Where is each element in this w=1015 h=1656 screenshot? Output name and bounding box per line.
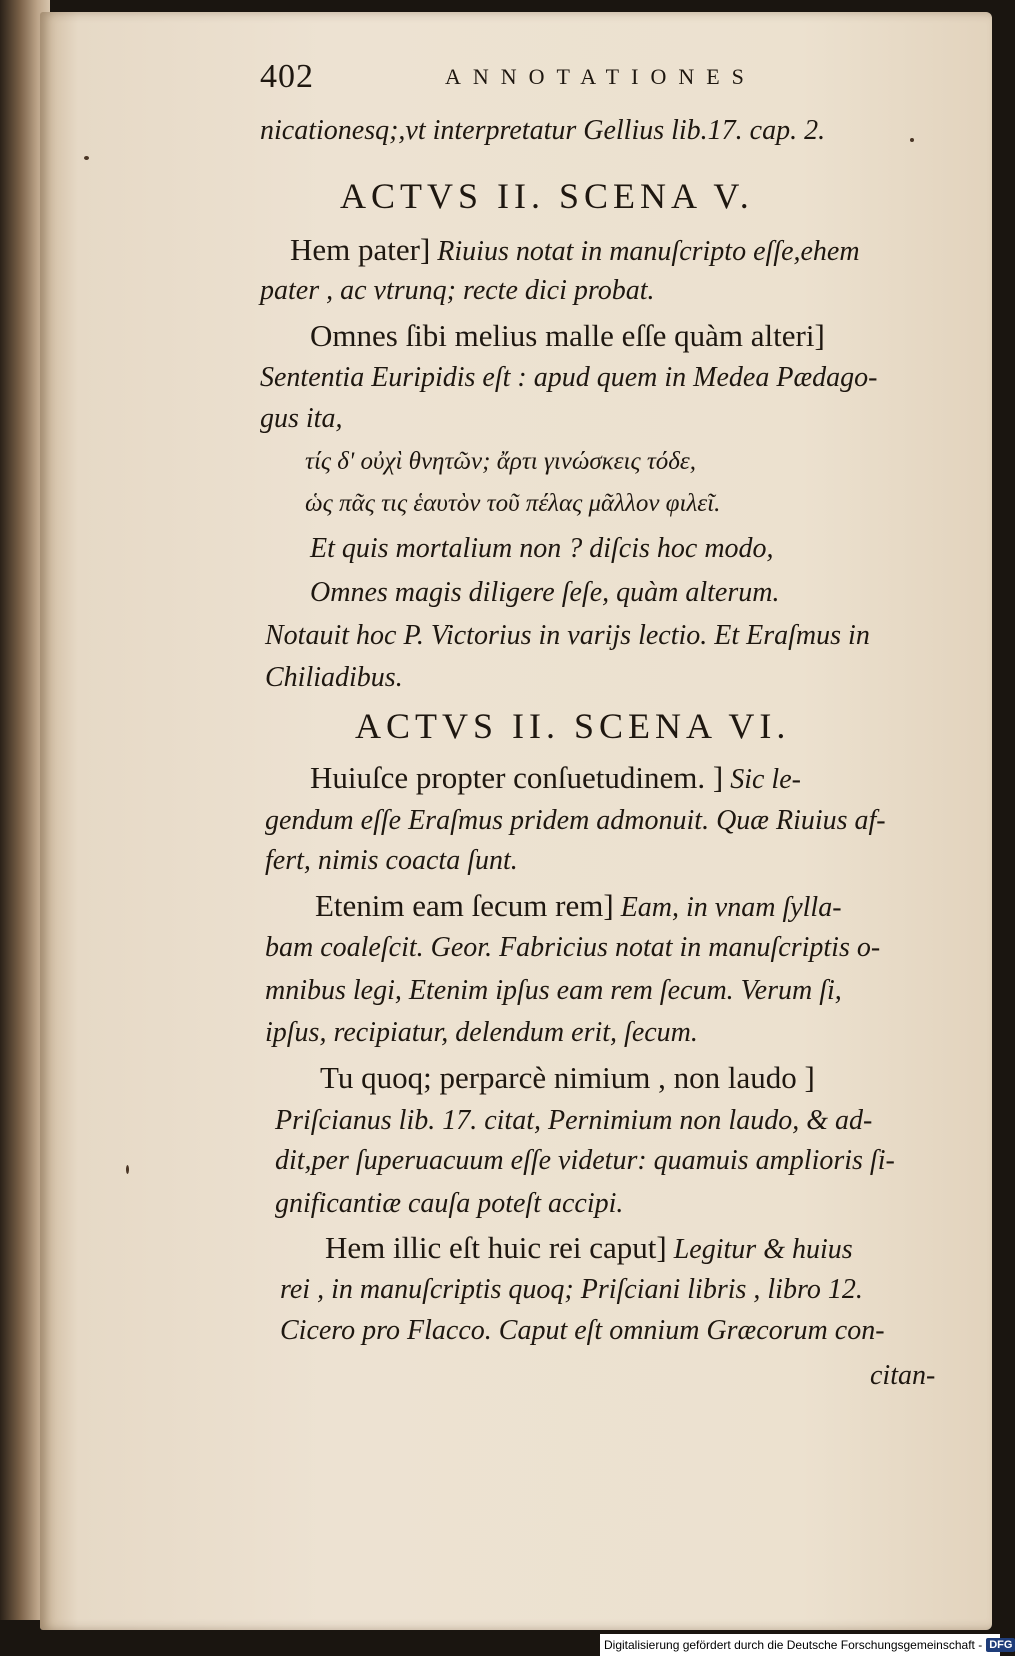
commentary-text: gus ita, [260, 403, 343, 434]
scene-heading: ACTVS II. SCENA VI. [355, 706, 791, 746]
text-line [275, 1145, 895, 1177]
text-line [280, 1274, 863, 1306]
text-line [260, 115, 825, 147]
commentary-text: bam coaleſcit. Geor. Fabricius notat in manuſcriptis o- [265, 932, 881, 963]
commentary-text: Chiliadibus. [265, 662, 403, 693]
text-line [310, 577, 779, 609]
commentary-text: Notauit hoc P. Victorius in varijs lectio. Et Eraſmus in [265, 620, 870, 651]
text-line [310, 318, 825, 354]
commentary-text: Eam, in vnam ſylla- [613, 892, 842, 923]
text-line [320, 1060, 815, 1096]
greek-verse: τίς δ' οὐχὶ θνητῶν; ἄρτι γινώσκεις τόδε, [305, 448, 697, 475]
text-line [275, 1188, 623, 1220]
lemma: Hem illic eſt huic rei caput] [325, 1230, 667, 1265]
commentary-text: Omnes magis diligere ſeſe, quàm alterum. [310, 577, 780, 608]
commentary-text: rei , in manuſcriptis quoq; Priſciani libris , libro 12. [280, 1274, 863, 1305]
text-line [870, 1360, 935, 1392]
text-line [265, 975, 842, 1007]
text-line [265, 620, 870, 652]
text-line [265, 662, 403, 694]
text-line [290, 232, 860, 268]
commentary-text: gnificantiæ cauſa poteſt accipi. [275, 1188, 624, 1219]
commentary-text: Sic le- [723, 764, 801, 795]
commentary-text: citan- [870, 1360, 936, 1391]
text-line [305, 490, 720, 518]
text-line [260, 362, 877, 394]
running-head-title: ANNOTATIONES [445, 64, 756, 89]
text-line [280, 1315, 885, 1347]
commentary-text: ipſus, recipiatur, delendum erit, ſecum. [265, 1017, 698, 1048]
paper-speck [84, 156, 89, 160]
digitization-footer [600, 1634, 1013, 1656]
paper-speck [910, 138, 914, 142]
commentary-text: pater , ac vtrunq; recte dici probat. [260, 275, 655, 306]
text-line [265, 805, 886, 837]
commentary-text: Legitur & huius [666, 1234, 853, 1265]
scene-heading: ACTVS II. SCENA V. [340, 176, 754, 216]
text-line [325, 1230, 853, 1266]
text-line [265, 1017, 698, 1049]
text-line [315, 888, 842, 924]
commentary-text: dit,per ſuperuacuum eſſe videtur: quamuis amplioris ſi- [275, 1145, 895, 1176]
commentary-text: Et quis mortalium non ? diſcis hoc modo, [310, 533, 774, 564]
text-line [260, 275, 655, 307]
paper-speck [126, 1165, 129, 1174]
text-line [265, 932, 880, 964]
text-line [305, 448, 696, 476]
commentary-text: Sententia Euripidis eſt : apud quem in Medea Pædago- [260, 362, 878, 393]
lemma: Omnes ſibi melius malle eſſe quàm alteri] [310, 318, 825, 353]
lemma: Etenim eam ſecum rem] [315, 888, 614, 923]
dfg-logo-icon: DFG [986, 1638, 1015, 1652]
greek-verse: ὡς πᾶς τις ἑαυτὸν τοῦ πέλας μᾶλλον φιλεῖ. [305, 490, 721, 517]
lemma: Hem pater] [290, 232, 431, 267]
text-line [260, 403, 342, 435]
commentary-text: mnibus legi, Etenim ipſus eam rem ſecum. Verum ſi, [265, 975, 842, 1006]
text-line [265, 845, 518, 877]
text-line [310, 760, 801, 796]
commentary-text: Riuius notat in manuſcripto eſſe,ehem [430, 236, 860, 267]
page-number: 402 [260, 58, 314, 95]
commentary-text: nicationesq;,vt interpretatur Gellius lib.17. cap. 2. [260, 115, 826, 146]
commentary-text: gendum eſſe Eraſmus pridem admonuit. Quæ Riuius af- [265, 805, 886, 836]
footer-credit: Digitalisierung gefördert durch die Deutsche Forschungsgemeinschaft - [604, 1638, 983, 1652]
commentary-text: Priſcianus lib. 17. citat, Pernimium non laudo, & ad- [275, 1105, 873, 1136]
text-line [310, 533, 774, 565]
text-line [275, 1105, 872, 1137]
commentary-text: fert, nimis coacta ſunt. [265, 845, 518, 876]
commentary-text: Cicero pro Flacco. Caput eſt omnium Græcorum con- [280, 1315, 885, 1346]
lemma: Tu quoq; perparcè nimium , non laudo ] [320, 1060, 815, 1095]
lemma: Huiuſce propter conſuetudinem. ] [310, 760, 724, 795]
